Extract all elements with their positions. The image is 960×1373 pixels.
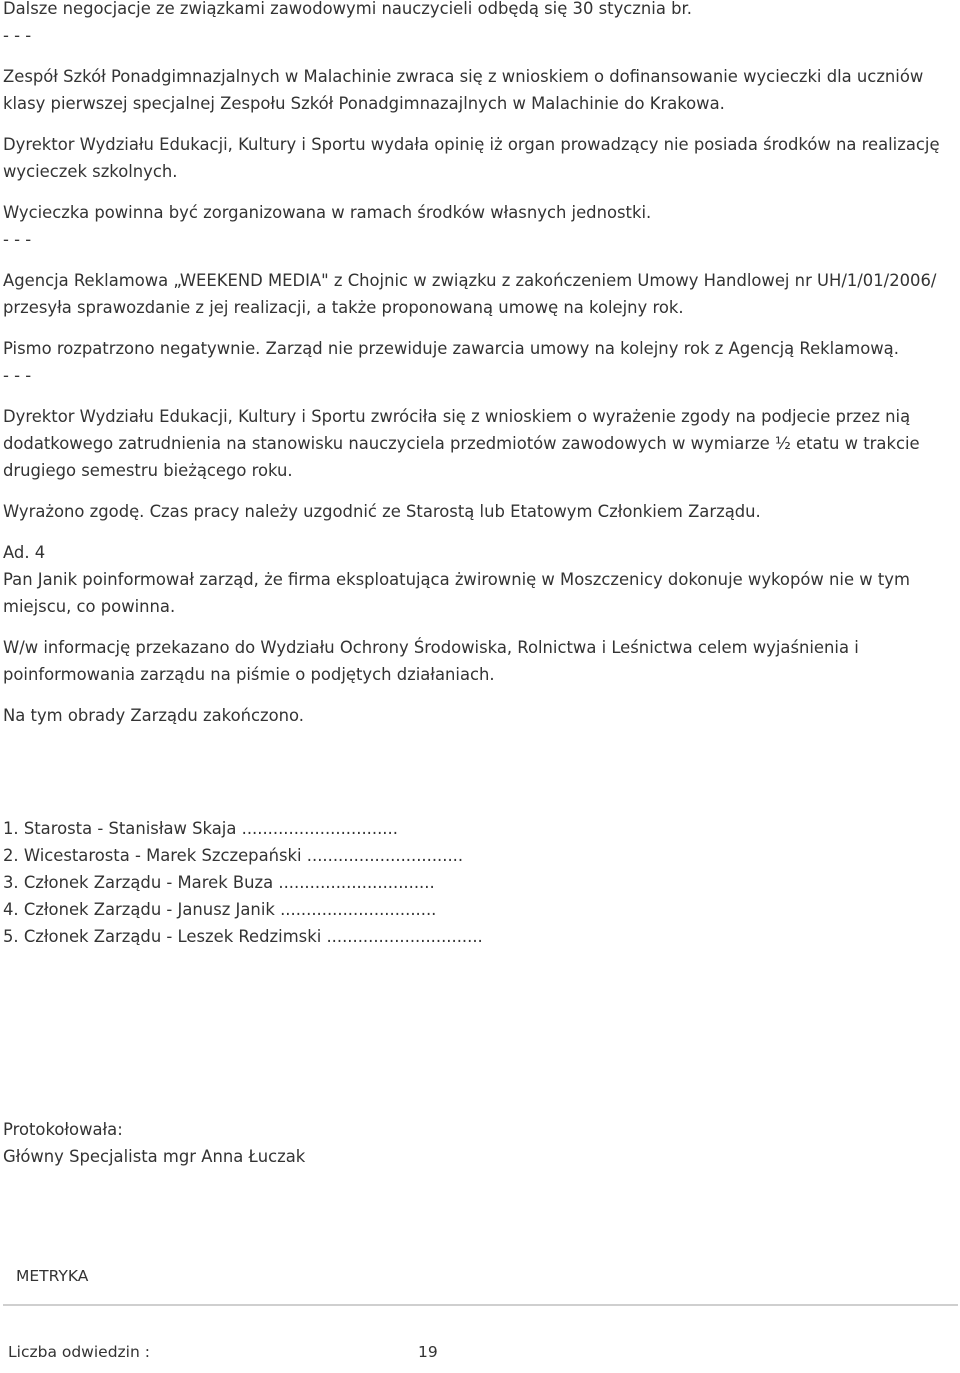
visits-count: 19 (418, 1343, 438, 1361)
signer-item: 3. Członek Zarządu - Marek Buza .............................. (3, 873, 435, 892)
signer-item: 4. Członek Zarządu - Janusz Janik .............................. (3, 900, 437, 919)
zsp-decision-text: Wycieczka powinna być zorganizowana w ramach środków własnych jednostki. (3, 203, 652, 222)
ad4-text: Pan Janik poinformował zarząd, że firma eksploatująca żwirownię w Moszczenicy dokonuje wykopów nie w tym miejscu, co powinna. (3, 570, 910, 616)
ad4-decision-text: W/w informację przekazano do Wydziału Ochrony Środowiska, Rolnictwa i Leśnictwa celem wyjaśnienia i poinformowania zarządu na piśmie o podjętych działaniach. (3, 638, 859, 684)
separator: - - - (3, 26, 32, 45)
visits-label: Liczba odwiedzin : (8, 1343, 150, 1361)
teacher-employment-decision-text: Wyrażono zgodę. Czas pracy należy uzgodnić ze Starostą lub Etatowym Członkiem Zarządu. (3, 502, 761, 521)
document-body (3, 0, 958, 743)
zsp-request-text: Zespół Szkół Ponadgimnazjalnych w Malachinie zwraca się z wnioskiem o dofinansowanie wycieczki dla uczniów klasy pierwszej specjalnej Zespołu Szkół Ponadgimnazajlnych w Malachinie do Krakowa. (3, 67, 924, 113)
metryka-title: METRYKA (16, 1267, 89, 1285)
separator: - - - (3, 230, 32, 249)
protocol-author: Główny Specjalista mgr Anna Łuczak (3, 1147, 306, 1166)
closing-text: Na tym obrady Zarządu zakończono. (3, 706, 304, 725)
signer-item: 5. Członek Zarządu - Leszek Redzimski .............................. (3, 927, 483, 946)
separator: - - - (3, 366, 32, 385)
metryka-divider (3, 1304, 958, 1306)
zsp-opinion-text: Dyrektor Wydziału Edukacji, Kultury i Sportu wydała opinię iż organ prowadzący nie posiada środków na realizację wycieczek szkolnych. (3, 135, 940, 181)
weekend-media-decision-text: Pismo rozpatrzono negatywnie. Zarząd nie przewiduje zawarcia umowy na kolejny rok z Agencją Reklamową. (3, 339, 899, 358)
protocol-label: Protokołowała: (3, 1120, 123, 1139)
weekend-media-request-text: Agencja Reklamowa „WEEKEND MEDIA" z Chojnic w związku z zakończeniem Umowy Handlowej nr UH/1/01/2006/ przesyła sprawozdanie z jej realizacji, a także proponowaną umowę na kolejny rok. (3, 271, 937, 317)
negotiations-note: Dalsze negocjacje ze związkami zawodowymi nauczycieli odbędą się 30 stycznia br. (3, 0, 692, 18)
signer-item: 2. Wicestarosta - Marek Szczepański .............................. (3, 846, 464, 865)
signers-list (3, 815, 483, 950)
signer-item: 1. Starosta - Stanisław Skaja .............................. (3, 819, 398, 838)
protocol-block (3, 1116, 305, 1170)
ad4-heading: Ad. 4 (3, 543, 46, 562)
teacher-employment-request-text: Dyrektor Wydziału Edukacji, Kultury i Sportu zwróciła się z wnioskiem o wyrażenie zgody na podjecie przez nią dodatkowego zatrudnienia na stanowisku nauczyciela przedmiotów zawodowych w wymiarze ½ etatu w trakcie drugiego semestru bieżącego roku. (3, 407, 920, 480)
